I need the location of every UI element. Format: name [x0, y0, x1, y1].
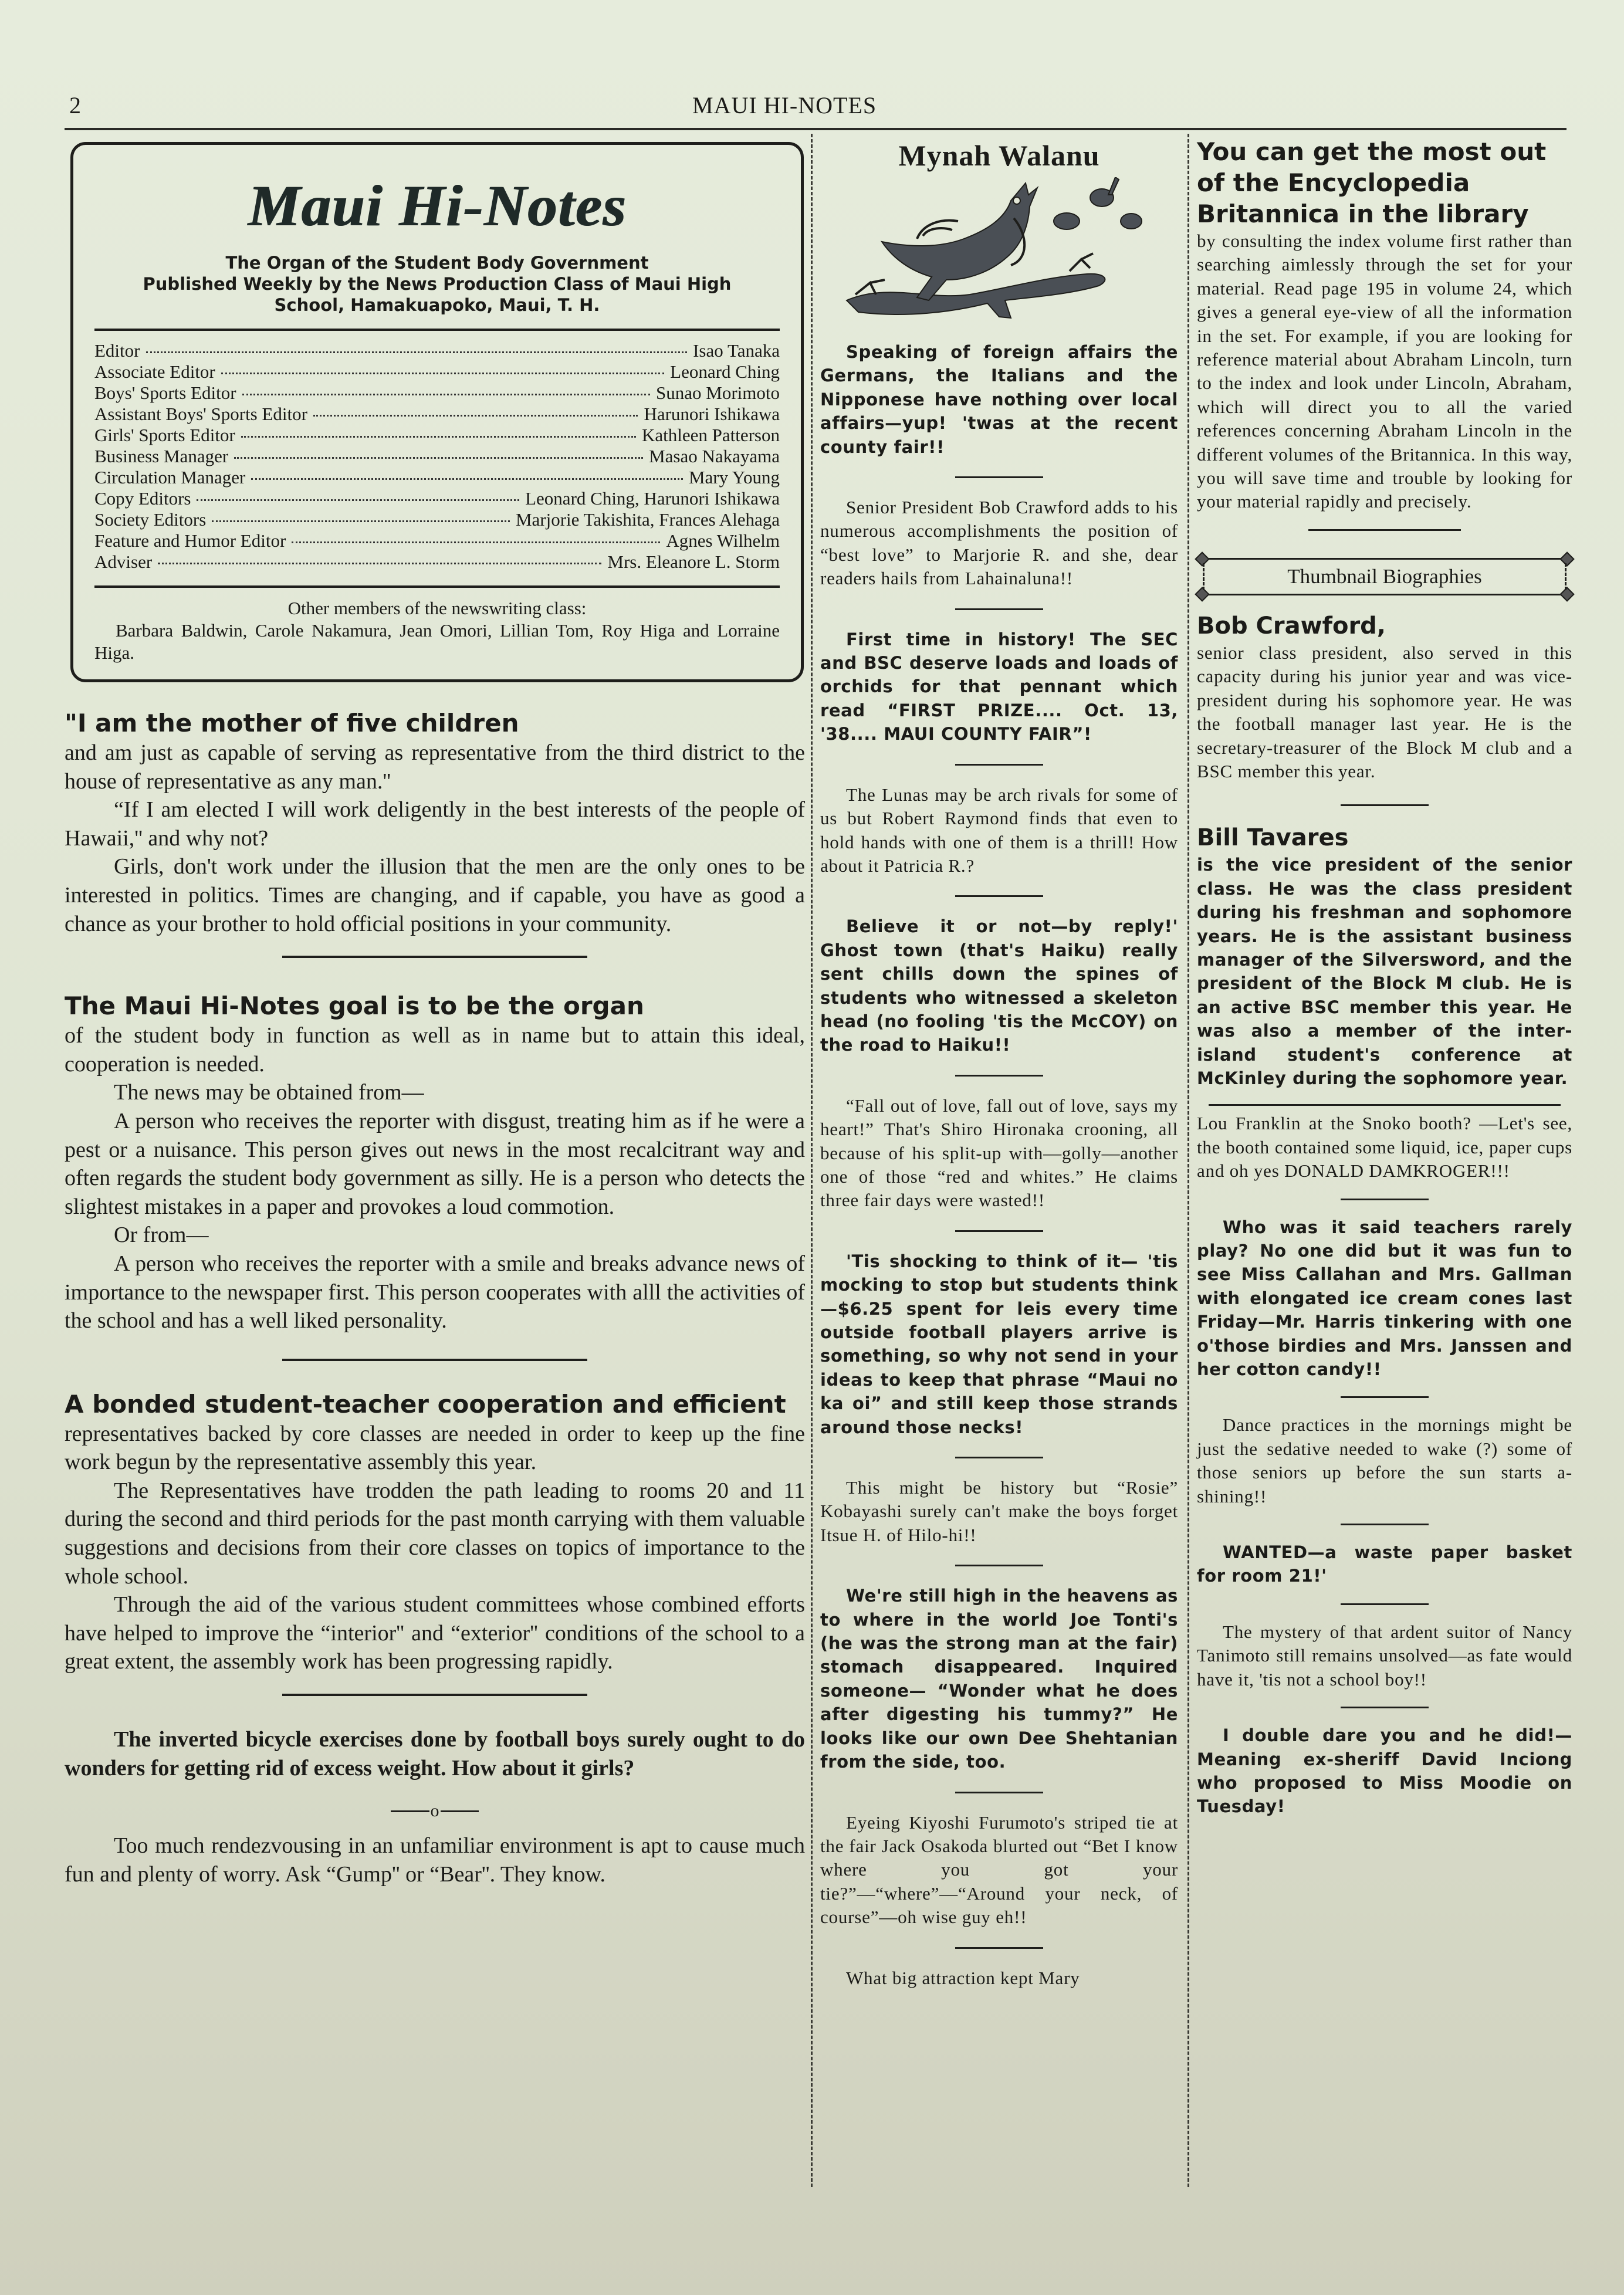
gossip-item: The Lunas may be arch rivals for some of us but Robert Raymond finds that even to hold hands with one of them is a thrill! How about it Patricia R.? [820, 784, 1178, 876]
masthead-rule [94, 329, 780, 331]
thumbnail-biographies-banner [1203, 558, 1567, 595]
gossip-item: What big attraction kept Mary [846, 1967, 1080, 1988]
leader-dots [251, 478, 683, 480]
article1-paragraph: and am just as capable of serving as representative from the third district to the house of representative as any man.'' [65, 740, 805, 794]
bio-text: senior class president, also served in this capacity during his junior year and was vice-president during his sophomore year. He was the football manager last year. He is the secretary-treasurer of the Block M club and a BSC member this year. [1197, 642, 1572, 781]
o-divider-glyph: o [430, 1801, 439, 1821]
staff-name: Mary Young [688, 467, 780, 488]
bio-text: is the vice president of the senior class. He was the class president during his freshman and sophomore years. He is the assistant business manager of the Silversword, and the president of the Block M club. He is an active BSC member this year. He was also a member of the inter-island student's conference at McKinley during the sophomore year. [1197, 855, 1572, 1088]
gossip-item: Speaking of foreign affairs the Germans, the Italians and the Nipponese have nothing over local affairs—yup! 'twas at the recent county fair!! [820, 342, 1178, 457]
staff-name: Agnes Wilhelm [666, 530, 780, 551]
banner-side [1203, 563, 1205, 590]
gossip-item: Eyeing Kiyoshi Furumoto's striped tie at the fair Jack Osakoda blurted out “Bet I know where you got your tie?”—“where”—“Around your neck, of course”—oh wise guy eh!! [820, 1812, 1178, 1928]
article2-paragraph: A person who receives the reporter with disgust, treating him as if he were a pest or a nuisance. This person gives out news in the most recalcitrant way and often regards the student body government as silly. He is a person who detects the slightest mistakes in a paper and provokes a loud commotion. [65, 1108, 805, 1219]
staff-name: Harunori Ishikawa [644, 404, 780, 424]
masthead-subtitle-2: Published Weekly by the News Production Class of Maui High [143, 274, 732, 294]
masthead-subtitle-3: School, Hamakuapoko, Maui, T. H. [274, 295, 600, 315]
branch [847, 274, 1105, 318]
masthead-title: Maui Hi-Notes [248, 173, 627, 238]
article1-paragraph: “If I am elected I will work deligently in the best interests of the people of Hawaii,'' and why not? [65, 797, 805, 851]
right-items [1197, 1112, 1572, 1818]
bio-name: Bill Tavares [1197, 824, 1349, 852]
article2-paragraph: A person who receives the reporter with a smile and breaks advance news of importance to the newspaper first. This person cooperates with alll the activities of the school and has a well liked personality. [65, 1251, 805, 1333]
column-divider-right [1187, 134, 1189, 2187]
article1-paragraph: Girls, don't work under the illusion that the men are the only ones to be interested in politics. Times are changing, and if capable, you have as good a chance as your brother to hold official positions in your community. [65, 854, 805, 936]
leader-dots [292, 541, 660, 543]
leader-dots [146, 351, 688, 353]
gossip-item: This might be history but “Rosie” Kobayashi surely can't make the boys forget Itsue H. of Hilo-hi!! [820, 1477, 1178, 1545]
music-note [1054, 213, 1080, 229]
staff-row [94, 404, 780, 425]
staff-row [94, 467, 780, 488]
staff-role: Associate Editor [94, 361, 215, 382]
staff-name: Isao Tanaka [693, 340, 780, 361]
article2-paragraph: of the student body in function as well as in name but to attain this ideal, cooperation is needed. [65, 1023, 805, 1077]
staff-name: Sunao Morimoto [656, 382, 780, 403]
staff-name: Leonard Ching [670, 361, 780, 382]
middle-column [820, 136, 1178, 1990]
article3-paragraph: representatives backed by core classes are needed in order to keep up the fine work begun by the representative assembly this year. [65, 1421, 805, 1475]
masthead-rule-2 [94, 585, 780, 588]
article2-paragraph: Or from— [114, 1223, 209, 1248]
gossip-item: “Fall out of love, fall out of love, says my heart!” That's Shiro Hironaka crooning, all because of his split-up with—golly—another one of those “red and whites.” He claims three fair days were wasted!! [820, 1095, 1178, 1211]
page-number: 2 [69, 92, 81, 119]
staff-name: Kathleen Patterson [641, 425, 780, 445]
staff-role: Business Manager [94, 446, 229, 466]
staff-name: Mrs. Eleanore L. Storm [607, 551, 780, 572]
column-divider-left [811, 134, 813, 2187]
o-divider [391, 1802, 479, 1820]
staff-role: Circulation Manager [94, 467, 246, 488]
gossip-item: We're still high in the heavens as to where in the world Joe Tonti's (he was the strong man at the fair) stomach disappeared. Inquired someone— “Wonder what he does after digesting his tummy?” He looks like our own Dee Shehtanian from the side, too. [820, 1586, 1178, 1772]
britannica-body: by consulting the index volume first rather than searching aimlessly through the set for your material. Read page 195 in volume 24, which gives a general eye-view of all the information in the set. For example, if you are looking for reference material about Abraham Lincoln, turn to the index and look under Lincoln, Abraham, which will direct you to all the varied references concerning Abraham Lincoln in the different volumes of the Britannica. In this way, you will save time and trouble by looking for your material rapidly and precisely. [1197, 231, 1572, 512]
leader-dots [241, 436, 636, 438]
gossip-item: Lou Franklin at the Snoko booth? —Let's see, the booth contained some liquid, ice, paper cups and oh yes DONALD DAMKROGER!!! [1197, 1113, 1572, 1182]
leader-dots [158, 563, 601, 564]
others-heading: Other members of the newswriting class: [287, 598, 587, 618]
staff-list [94, 340, 780, 573]
gossip-item: 'Tis shocking to think of it— 'tis mocking to stop but students think —$6.25 spent for leis every time outside football players arrive is something, so why not send in your ideas to keep that phrase “Maui no ka oi” and still keep those strands around those necks! [820, 1251, 1178, 1437]
staff-row [94, 446, 780, 467]
gossip-item: Who was it said teachers rarely play? No one did but it was fun to see Miss Callahan and Mrs. Gallman with elongated ice cream cones last Friday—Mr. Harris tinkering with one o'those birdies and Mrs. Janssen and her cotton candy!! [1197, 1217, 1572, 1380]
music-note [1121, 214, 1142, 229]
staff-role: Feature and Humor Editor [94, 530, 286, 551]
leader-dots [234, 457, 643, 459]
gossip-item: Senior President Bob Crawford adds to his numerous accomplishments the position of “best love” to Marjorie R. and she, dear readers hails from Lahainaluna!! [820, 497, 1178, 589]
staff-role: Boys' Sports Editor [94, 382, 236, 403]
staff-row [94, 509, 780, 530]
bio-name: Bob Crawford, [1197, 612, 1386, 639]
staff-role: Girls' Sports Editor [94, 425, 235, 445]
gossip-item: WANTED—a waste paper basket for room 21!' [1197, 1542, 1572, 1586]
gossip-item: Believe it or not—by reply!' Ghost town (that's Haiku) really sent chills down the spines of students who witnessed a skeleton head (no fooling 'tis the McCOY) on the road to Haiku!! [820, 916, 1178, 1055]
masthead-subtitle-1: The Organ of the Student Body Government [225, 253, 649, 273]
staff-role: Editor [94, 340, 140, 361]
staff-name: Leonard Ching, Harunori Ishikawa [525, 488, 780, 509]
gossip-item: First time in history! The SEC and BSC deserve loads and loads of orchids for that pennant which read “FIRST PRIZE.... Oct. 13, '38.... MAUI COUNTY FAIR”! [820, 629, 1178, 744]
leader-dots [313, 415, 638, 417]
right-column [1197, 136, 1572, 1819]
staff-role: Copy Editors [94, 488, 191, 509]
article3-headline: A bonded student-teacher cooperation and efficient [65, 1389, 786, 1419]
left-column [65, 136, 805, 1888]
mynah-walanu-title: Mynah Walanu [898, 139, 1100, 172]
leader-dots [221, 373, 664, 374]
staff-role: Assistant Boys' Sports Editor [94, 404, 307, 424]
others-names: Barbara Baldwin, Carole Nakamura, Jean Omori, Lillian Tom, Roy Higa and Lorraine Higa. [94, 620, 780, 663]
masthead-box [70, 142, 804, 682]
banner-side [1565, 563, 1567, 590]
staff-name: Marjorie Takishita, Frances Alehaga [515, 509, 780, 530]
staff-row [94, 530, 780, 551]
staff-row [94, 382, 780, 404]
gossip-item: I double dare you and he did!— Meaning ex-sheriff David Inciong who proposed to Miss Moodie on Tuesday! [1197, 1725, 1572, 1817]
rendezvous-note: Too much rendezvousing in an unfamiliar environment is apt to cause much fun and plenty of worry. Ask “Gump'' or “Bear''. They know. [65, 1833, 805, 1887]
gossip-item: Dance practices in the mornings might be just the sedative needed to wake (?) some of those seniors up before the sun starts a-shining!! [1197, 1414, 1572, 1507]
staff-role: Society Editors [94, 509, 207, 530]
article2-headline: The Maui Hi-Notes goal is to be the organ [65, 991, 644, 1021]
header-rule [65, 128, 1567, 130]
article2-paragraph: The news may be obtained from— [114, 1080, 424, 1105]
staff-row [94, 340, 780, 361]
gossip-item: The mystery of that ardent suitor of Nancy Tanimoto still remains unsolved—as fate would have it, 'tis not a school boy!! [1197, 1621, 1572, 1690]
staff-row [94, 361, 780, 382]
thumbnail-biographies-label: Thumbnail Biographies [1287, 564, 1482, 588]
britannica-headline: You can get the most out of the Encyclopedia Britannica in the library [1197, 137, 1547, 228]
article3-paragraph: Through the aid of the various student committees whose combined efforts have helped to improve the “interior'' and “exterior'' conditions of the school to a great extent, the assembly work has been progressing rapidly. [65, 1592, 805, 1674]
staff-row [94, 551, 780, 573]
staff-role: Adviser [94, 551, 153, 572]
leader-dots [242, 394, 650, 395]
article1-headline: "I am the mother of five children [65, 709, 519, 737]
bicycle-note: The inverted bicycle exercises done by football boys surely ought to do wonders for getting rid of excess weight. How about it girls? [65, 1727, 805, 1781]
article3-paragraph: The Representatives have trodden the path leading to rooms 20 and 11 during the second and third periods for the past month carrying with them valuable suggestions and decisions from their core classes on topics of importance to the whole school. [65, 1478, 805, 1589]
leader-dots [197, 499, 519, 501]
mynah-items [820, 336, 1178, 1990]
mynah-bird-illustration [835, 177, 1163, 336]
staff-name: Masao Nakayama [649, 446, 780, 466]
staff-row [94, 488, 780, 509]
staff-row [94, 425, 780, 446]
running-title: MAUI HI-NOTES [692, 92, 877, 119]
leader-dots [212, 520, 510, 522]
